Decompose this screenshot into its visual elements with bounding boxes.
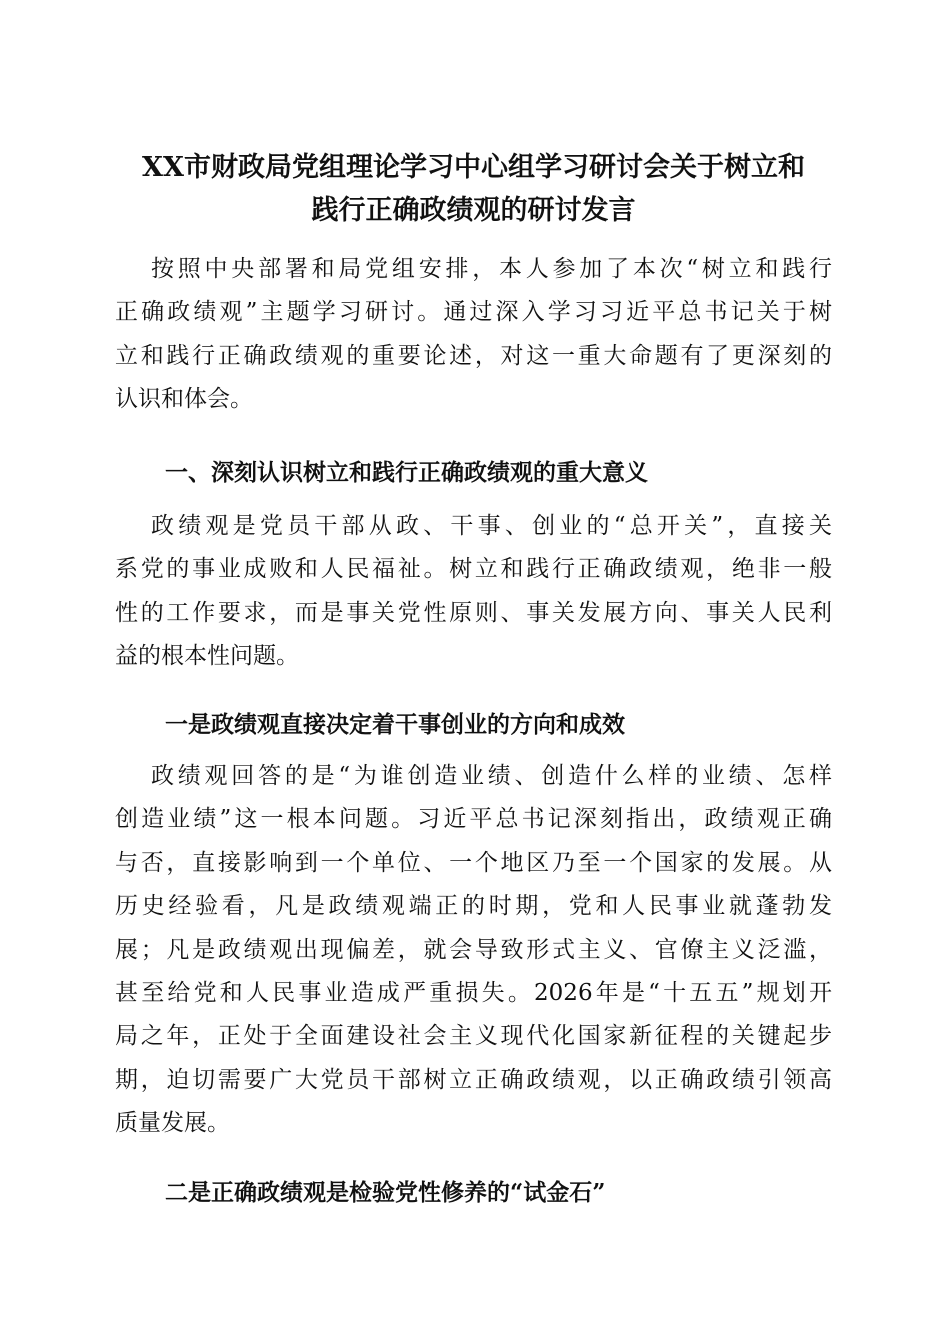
title-line: 践行正确政绩观的研讨发言	[311, 195, 636, 227]
paragraph-line: 政绩观回答的是“为谁创造业绩、创造什么样的业绩、怎样	[151, 763, 832, 789]
heading-text: 一是政绩观直接决定着干事创业的方向和成效	[165, 711, 625, 738]
heading-text: 一、深刻认识树立和践行正确政绩观的重大意义	[165, 459, 648, 486]
paragraph-line: 创造业绩”这一根本问题。习近平总书记深刻指出，政绩观正确	[115, 806, 832, 833]
section-heading-1	[115, 451, 832, 494]
paragraph-line: 质量发展。	[115, 1110, 230, 1137]
subsection-heading-2	[115, 1171, 832, 1214]
intro-paragraph	[115, 248, 832, 422]
paragraph-line: 与否，直接影响到一个单位、一个地区乃至一个国家的发展。从	[115, 849, 832, 876]
subsection-paragraph	[115, 755, 832, 1146]
section-paragraph	[115, 505, 832, 679]
paragraph-line: 政绩观是党员干部从政、干事、创业的“总开关”，直接关	[151, 513, 832, 539]
paragraph-line: 性的工作要求，而是事关党性原则、事关发展方向、事关人民利	[115, 599, 832, 626]
paragraph-line: 正确政绩观”主题学习研讨。通过深入学习习近平总书记关于树	[115, 299, 832, 326]
paragraph-line: 期，迫切需要广大党员干部树立正确政绩观，以正确政绩引领高	[115, 1066, 832, 1093]
heading-text: 二是正确政绩观是检验党性修养的“试金石”	[165, 1179, 606, 1206]
paragraph-line: 甚至给党和人民事业造成严重损失。2026年是“十五五”规划开	[115, 979, 832, 1006]
paragraph-line: 历史经验看，凡是政绩观端正的时期，党和人民事业就蓬勃发	[115, 893, 832, 920]
document-title	[115, 146, 832, 233]
paragraph-line: 立和践行正确政绩观的重要论述，对这一重大命题有了更深刻的	[115, 342, 832, 369]
paragraph-line: 按照中央部署和局党组安排，本人参加了本次“树立和践行	[151, 256, 832, 282]
paragraph-line: 系党的事业成败和人民福祉。树立和践行正确政绩观，绝非一般	[115, 556, 832, 583]
title-line: XX市财政局党组理论学习中心组学习研讨会关于树立和	[142, 152, 805, 183]
paragraph-line: 益的根本性问题。	[115, 643, 299, 670]
paragraph-line: 认识和体会。	[115, 386, 253, 413]
subsection-heading-1	[115, 703, 832, 746]
paragraph-line: 局之年，正处于全面建设社会主义现代化国家新征程的关键起步	[115, 1023, 832, 1050]
paragraph-line: 展；凡是政绩观出现偏差，就会导致形式主义、官僚主义泛滥，	[115, 936, 832, 963]
